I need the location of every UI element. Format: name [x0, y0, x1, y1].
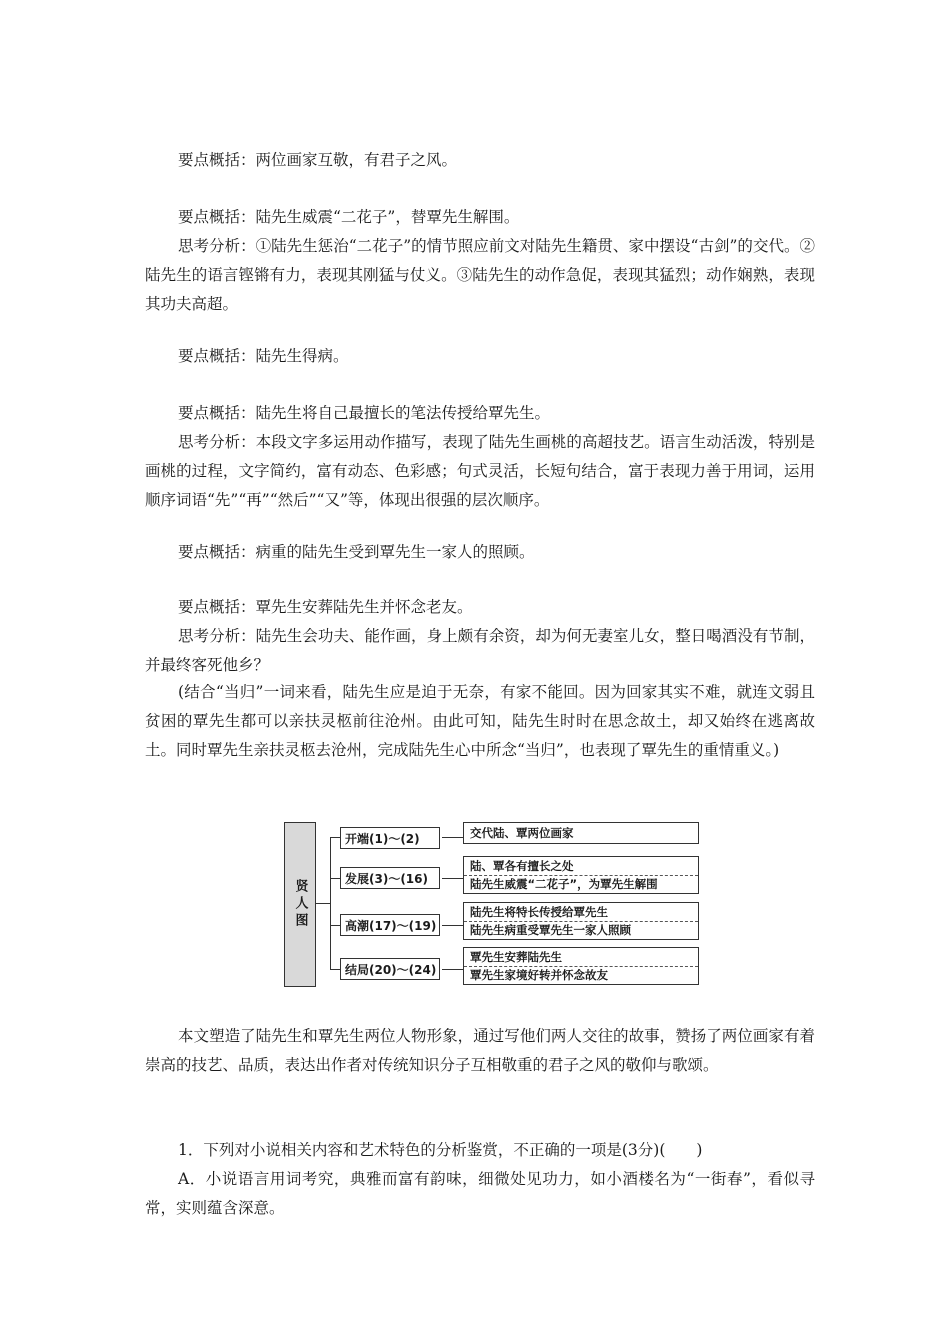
detail-line: 交代陆、覃两位画家: [470, 826, 574, 840]
detail-line: 覃先生家境好转并怀念故友: [464, 966, 698, 984]
note-paragraph: (结合“当归”一词来看，陆先生应是迫于无奈，有家不能回。因为回家其实不难，就连文弱且贫困的覃先生都可以亲扶灵柩前往沧州。由此可知，陆先生时时在思念故土，却又始终在逃离故土。同时覃先生亲扶灵柩去沧州，完成陆先生心中所念“当归”，也表现了覃先生的重情重义。): [145, 683, 815, 759]
stage-box: 开端(1)～(2): [340, 827, 440, 849]
answer-option-a: A．小说语言用词考究，典雅而富有韵味，细微处见功力，如小酒楼名为“一街春”，看似寻常，实则蕴含深意。: [145, 1170, 815, 1217]
summary-paragraph: 要点概括：病重的陆先生受到覃先生一家人的照顾。: [178, 543, 535, 561]
analysis-paragraph: 思考分析：①陆先生惩治“二花子”的情节照应前文对陆先生籍贯、家中摆设“古剑”的交代。②陆先生的语言铿锵有力，表现其刚猛与仗义。③陆先生的动作急促，表现其猛烈；动作娴熟，表现其功夫高超。: [145, 237, 815, 313]
structure-diagram: [284, 822, 704, 987]
summary-paragraph: 要点概括：陆先生得病。: [178, 347, 349, 365]
connector-line: [330, 837, 340, 838]
summary-paragraph: 要点概括：陆先生威震“二花子”，替覃先生解围。: [178, 208, 520, 226]
connector-line: [330, 925, 340, 926]
stage-box: 结局(20)～(24): [340, 958, 440, 980]
detail-line: 陆先生威震“二花子”，为覃先生解围: [464, 875, 698, 893]
stage-box: 高潮(17)～(19): [340, 914, 440, 936]
detail-line: 覃先生安葬陆先生: [470, 950, 562, 964]
diagram-root-label: 贤人图: [292, 879, 308, 930]
summary-paragraph: 要点概括：两位画家互敬，有君子之风。: [178, 151, 458, 169]
analysis-paragraph: 思考分析：陆先生会功夫、能作画，身上颇有余资，却为何无妻室儿女，整日喝酒没有节制，并最终客死他乡？: [145, 627, 815, 674]
connector-line: [316, 903, 330, 904]
detail-line: 陆先生将特长传授给覃先生: [470, 905, 608, 919]
summary-paragraph: 要点概括：陆先生将自己最擅长的笔法传授给覃先生。: [178, 404, 551, 422]
detail-box: [463, 947, 699, 985]
diagram-root-box: [284, 822, 316, 987]
connector-line: [330, 969, 340, 970]
connector-line: [442, 878, 463, 879]
detail-box: [463, 902, 699, 940]
connector-line: [442, 925, 463, 926]
summary-paragraph: 要点概括：覃先生安葬陆先生并怀念老友。: [178, 598, 473, 616]
detail-box: [463, 822, 699, 844]
detail-line: 陆、覃各有擅长之处: [470, 859, 574, 873]
connector-line: [330, 837, 331, 969]
connector-line: [442, 837, 463, 838]
analysis-paragraph: 思考分析：本段文字多运用动作描写，表现了陆先生画桃的高超技艺。语言生动活泼，特别是画桃的过程，文字简约，富有动态、色彩感；句式灵活，长短句结合，富于表现力善于用词，运用顺序词语“先”“再”“然后”“又”等，体现出很强的层次顺序。: [145, 433, 815, 509]
connector-line: [330, 878, 340, 879]
detail-box: [463, 856, 699, 894]
detail-line: 陆先生病重受覃先生一家人照顾: [464, 921, 698, 939]
connector-line: [442, 969, 463, 970]
conclusion-paragraph: 本文塑造了陆先生和覃先生两位人物形象，通过写他们两人交往的故事，赞扬了两位画家有着崇高的技艺、品质，表达出作者对传统知识分子互相敬重的君子之风的敬仰与歌颂。: [145, 1027, 815, 1074]
stage-box: 发展(3)～(16): [340, 867, 440, 889]
question-stem: 1．下列对小说相关内容和艺术特色的分析鉴赏，不正确的一项是(3分)( ): [178, 1141, 703, 1159]
